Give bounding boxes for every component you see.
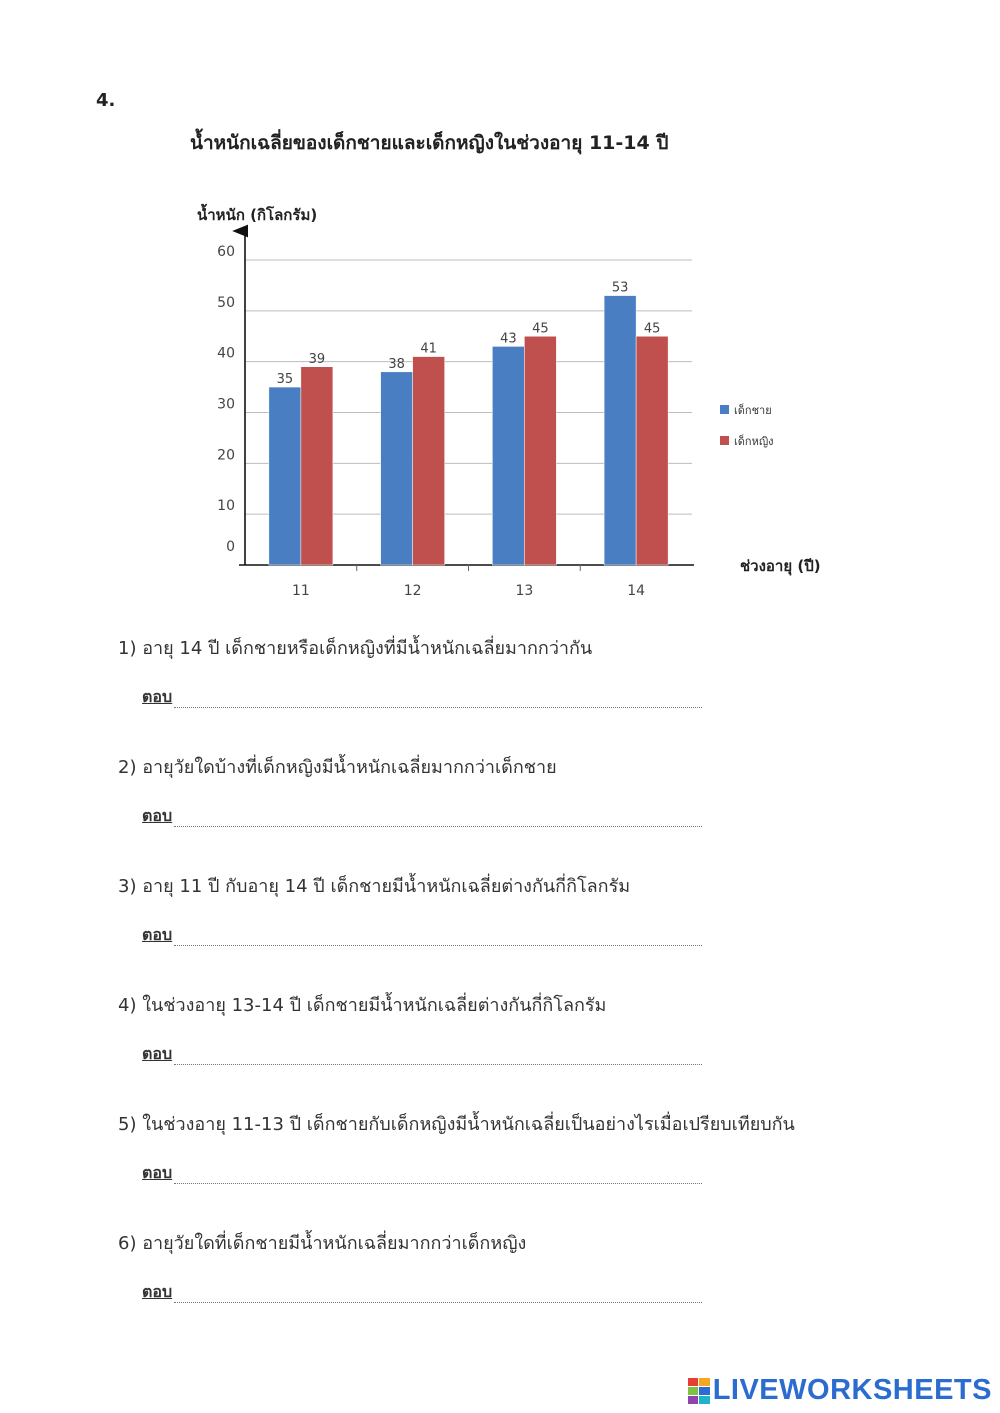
logo-square	[688, 1387, 699, 1395]
logo-square	[699, 1396, 710, 1404]
chart-title: น้ำหนักเฉลี่ยของเด็กชายและเด็กหญิงในช่วงอายุ 11-14 ปี	[190, 132, 669, 154]
question-3: 3) อายุ 11 ปี กับอายุ 14 ปี เด็กชายมีน้ำหนักเฉลี่ยต่างกันกี่กิโลกรัม	[118, 876, 631, 897]
x-tick-label: 13	[515, 583, 534, 599]
answer-row-2	[142, 806, 702, 830]
data-label: 35	[276, 372, 294, 388]
liveworksheets-logo-icon	[688, 1378, 710, 1404]
bar-boys-14	[604, 296, 636, 565]
legend-label: เด็กชาย	[734, 404, 772, 417]
answer-label: ตอบ	[142, 806, 173, 825]
bar-girls-12	[413, 357, 445, 565]
x-tick-label: 12	[403, 583, 422, 599]
answer-row-6	[142, 1282, 702, 1306]
y-axis-label: น้ำหนัก (กิโลกรัม)	[197, 206, 318, 224]
answer-label: ตอบ	[142, 687, 173, 706]
question-number: 4.	[96, 90, 116, 111]
legend-label: เด็กหญิง	[734, 435, 774, 448]
y-tick-label: 10	[217, 498, 235, 515]
bar-girls-14	[636, 336, 668, 565]
answer-label: ตอบ	[142, 1163, 173, 1182]
answer-row-3	[142, 925, 702, 949]
y-tick-label: 50	[217, 294, 235, 311]
brand-name: LIVEWORKSHEETS	[712, 1374, 992, 1406]
bar-boys-12	[381, 372, 413, 565]
bar-girls-13	[524, 336, 556, 565]
legend-swatch	[720, 405, 729, 414]
question-1: 1) อายุ 14 ปี เด็กชายหรือเด็กหญิงที่มีน้ำหนักเฉลี่ยมากกว่ากัน	[118, 638, 593, 659]
y-tick-label: 60	[217, 244, 235, 260]
answer-input-6[interactable]	[174, 1302, 702, 1303]
answer-input-5[interactable]	[174, 1183, 702, 1184]
answer-label: ตอบ	[142, 925, 173, 944]
data-label: 53	[611, 280, 629, 296]
answer-label: ตอบ	[142, 1044, 173, 1063]
legend-swatch	[720, 436, 729, 445]
logo-square	[699, 1378, 710, 1386]
answer-row-4	[142, 1044, 702, 1068]
answer-input-2[interactable]	[174, 826, 702, 827]
question-6: 6) อายุวัยใดที่เด็กชายมีน้ำหนักเฉลี่ยมากกว่าเด็กหญิง	[118, 1233, 527, 1254]
y-tick-label: 40	[217, 345, 235, 362]
brand-footer	[688, 1374, 992, 1407]
bar-girls-11	[301, 367, 333, 565]
bar-boys-11	[269, 387, 301, 565]
answer-input-1[interactable]	[174, 707, 702, 708]
data-label: 45	[532, 321, 549, 337]
answer-input-3[interactable]	[174, 945, 702, 946]
question-2: 2) อายุวัยใดบ้างที่เด็กหญิงมีน้ำหนักเฉลี่ยมากกว่าเด็กชาย	[118, 757, 557, 778]
data-label: 43	[500, 331, 517, 347]
logo-square	[688, 1378, 699, 1386]
y-tick-label: 30	[217, 396, 235, 413]
question-4: 4) ในช่วงอายุ 13-14 ปี เด็กชายมีน้ำหนักเฉลี่ยต่างกันกี่กิโลกรัม	[118, 995, 607, 1016]
bar-chart	[185, 195, 835, 610]
data-label: 38	[388, 356, 405, 372]
logo-square	[699, 1387, 710, 1395]
data-label: 39	[308, 351, 326, 367]
x-tick-label: 14	[627, 583, 646, 599]
x-axis-label: ช่วงอายุ (ปี)	[740, 557, 821, 575]
answer-row-5	[142, 1163, 702, 1187]
bar-boys-13	[492, 346, 524, 565]
answer-label: ตอบ	[142, 1282, 173, 1301]
y-tick-label: 20	[217, 447, 235, 464]
data-label: 45	[643, 321, 661, 337]
logo-square	[688, 1396, 699, 1404]
data-label: 41	[420, 341, 437, 357]
question-5: 5) ในช่วงอายุ 11-13 ปี เด็กชายกับเด็กหญิงมีน้ำหนักเฉลี่ยเป็นอย่างไรเมื่อเปรียบเทียบกัน	[118, 1114, 795, 1135]
answer-input-4[interactable]	[174, 1064, 702, 1065]
y-tick-label: 0	[226, 539, 235, 555]
x-tick-label: 11	[291, 583, 310, 599]
answer-row-1	[142, 687, 702, 711]
